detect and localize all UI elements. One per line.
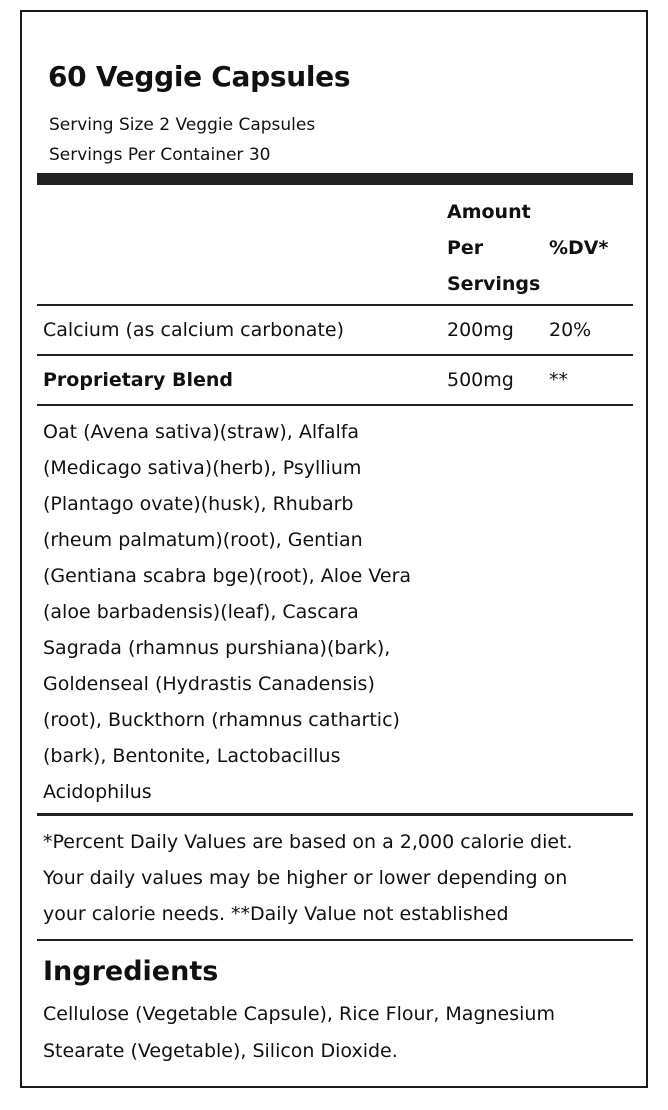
- row-divider: [37, 304, 633, 306]
- row-divider: [37, 354, 633, 356]
- ingredients-text: Cellulose (Vegetable Capsule), Rice Flour, Magnesium Stearate (Vegetable), Silicon Dioxide.: [43, 1003, 555, 1062]
- product-title: 60 Veggie Capsules: [48, 60, 351, 93]
- daily-value-header: %DV*: [549, 237, 609, 259]
- supplement-facts-label: [20, 10, 648, 1088]
- thick-divider: [37, 173, 633, 185]
- ingredients-heading: Ingredients: [43, 956, 219, 987]
- serving-size: Serving Size 2 Veggie Capsules: [49, 115, 316, 135]
- nutrient-name: Calcium (as calcium carbonate): [43, 319, 345, 341]
- row-divider: [37, 404, 633, 406]
- blend-name: Proprietary Blend: [43, 369, 233, 391]
- nutrient-dv: 20%: [549, 319, 592, 341]
- serving-info: [49, 110, 315, 170]
- amount-per-serving-header: Amount Per Servings: [447, 201, 541, 295]
- servings-per-container: Servings Per Container 30: [49, 145, 271, 165]
- blend-ingredients: Oat (Avena sativa)(straw), Alfalfa (Medicago sativa)(herb), Psyllium (Plantago ovate)(husk), Rhubarb (rheum palmatum)(root), Gentian (Gentiana scabra bge)(root), Aloe Vera (aloe barbadensis)(leaf), Cascara Sagrada (rhamnus purshiana)(bark), Goldenseal (Hydrastis Canadensis) (root), Buckthorn (rhamnus cathartic) (bark), Bentonite, Lactobacillus Acidophilus: [43, 421, 412, 803]
- daily-value-footnote: *Percent Daily Values are based on a 2,000 calorie diet. Your daily values may be higher or lower depending on your calorie needs. **Daily Value not established: [43, 831, 573, 925]
- section-divider: [37, 813, 633, 816]
- nutrient-amount: 200mg: [447, 319, 514, 341]
- row-divider: [37, 939, 633, 941]
- blend-amount: 500mg: [447, 369, 514, 391]
- blend-dv: **: [549, 369, 568, 391]
